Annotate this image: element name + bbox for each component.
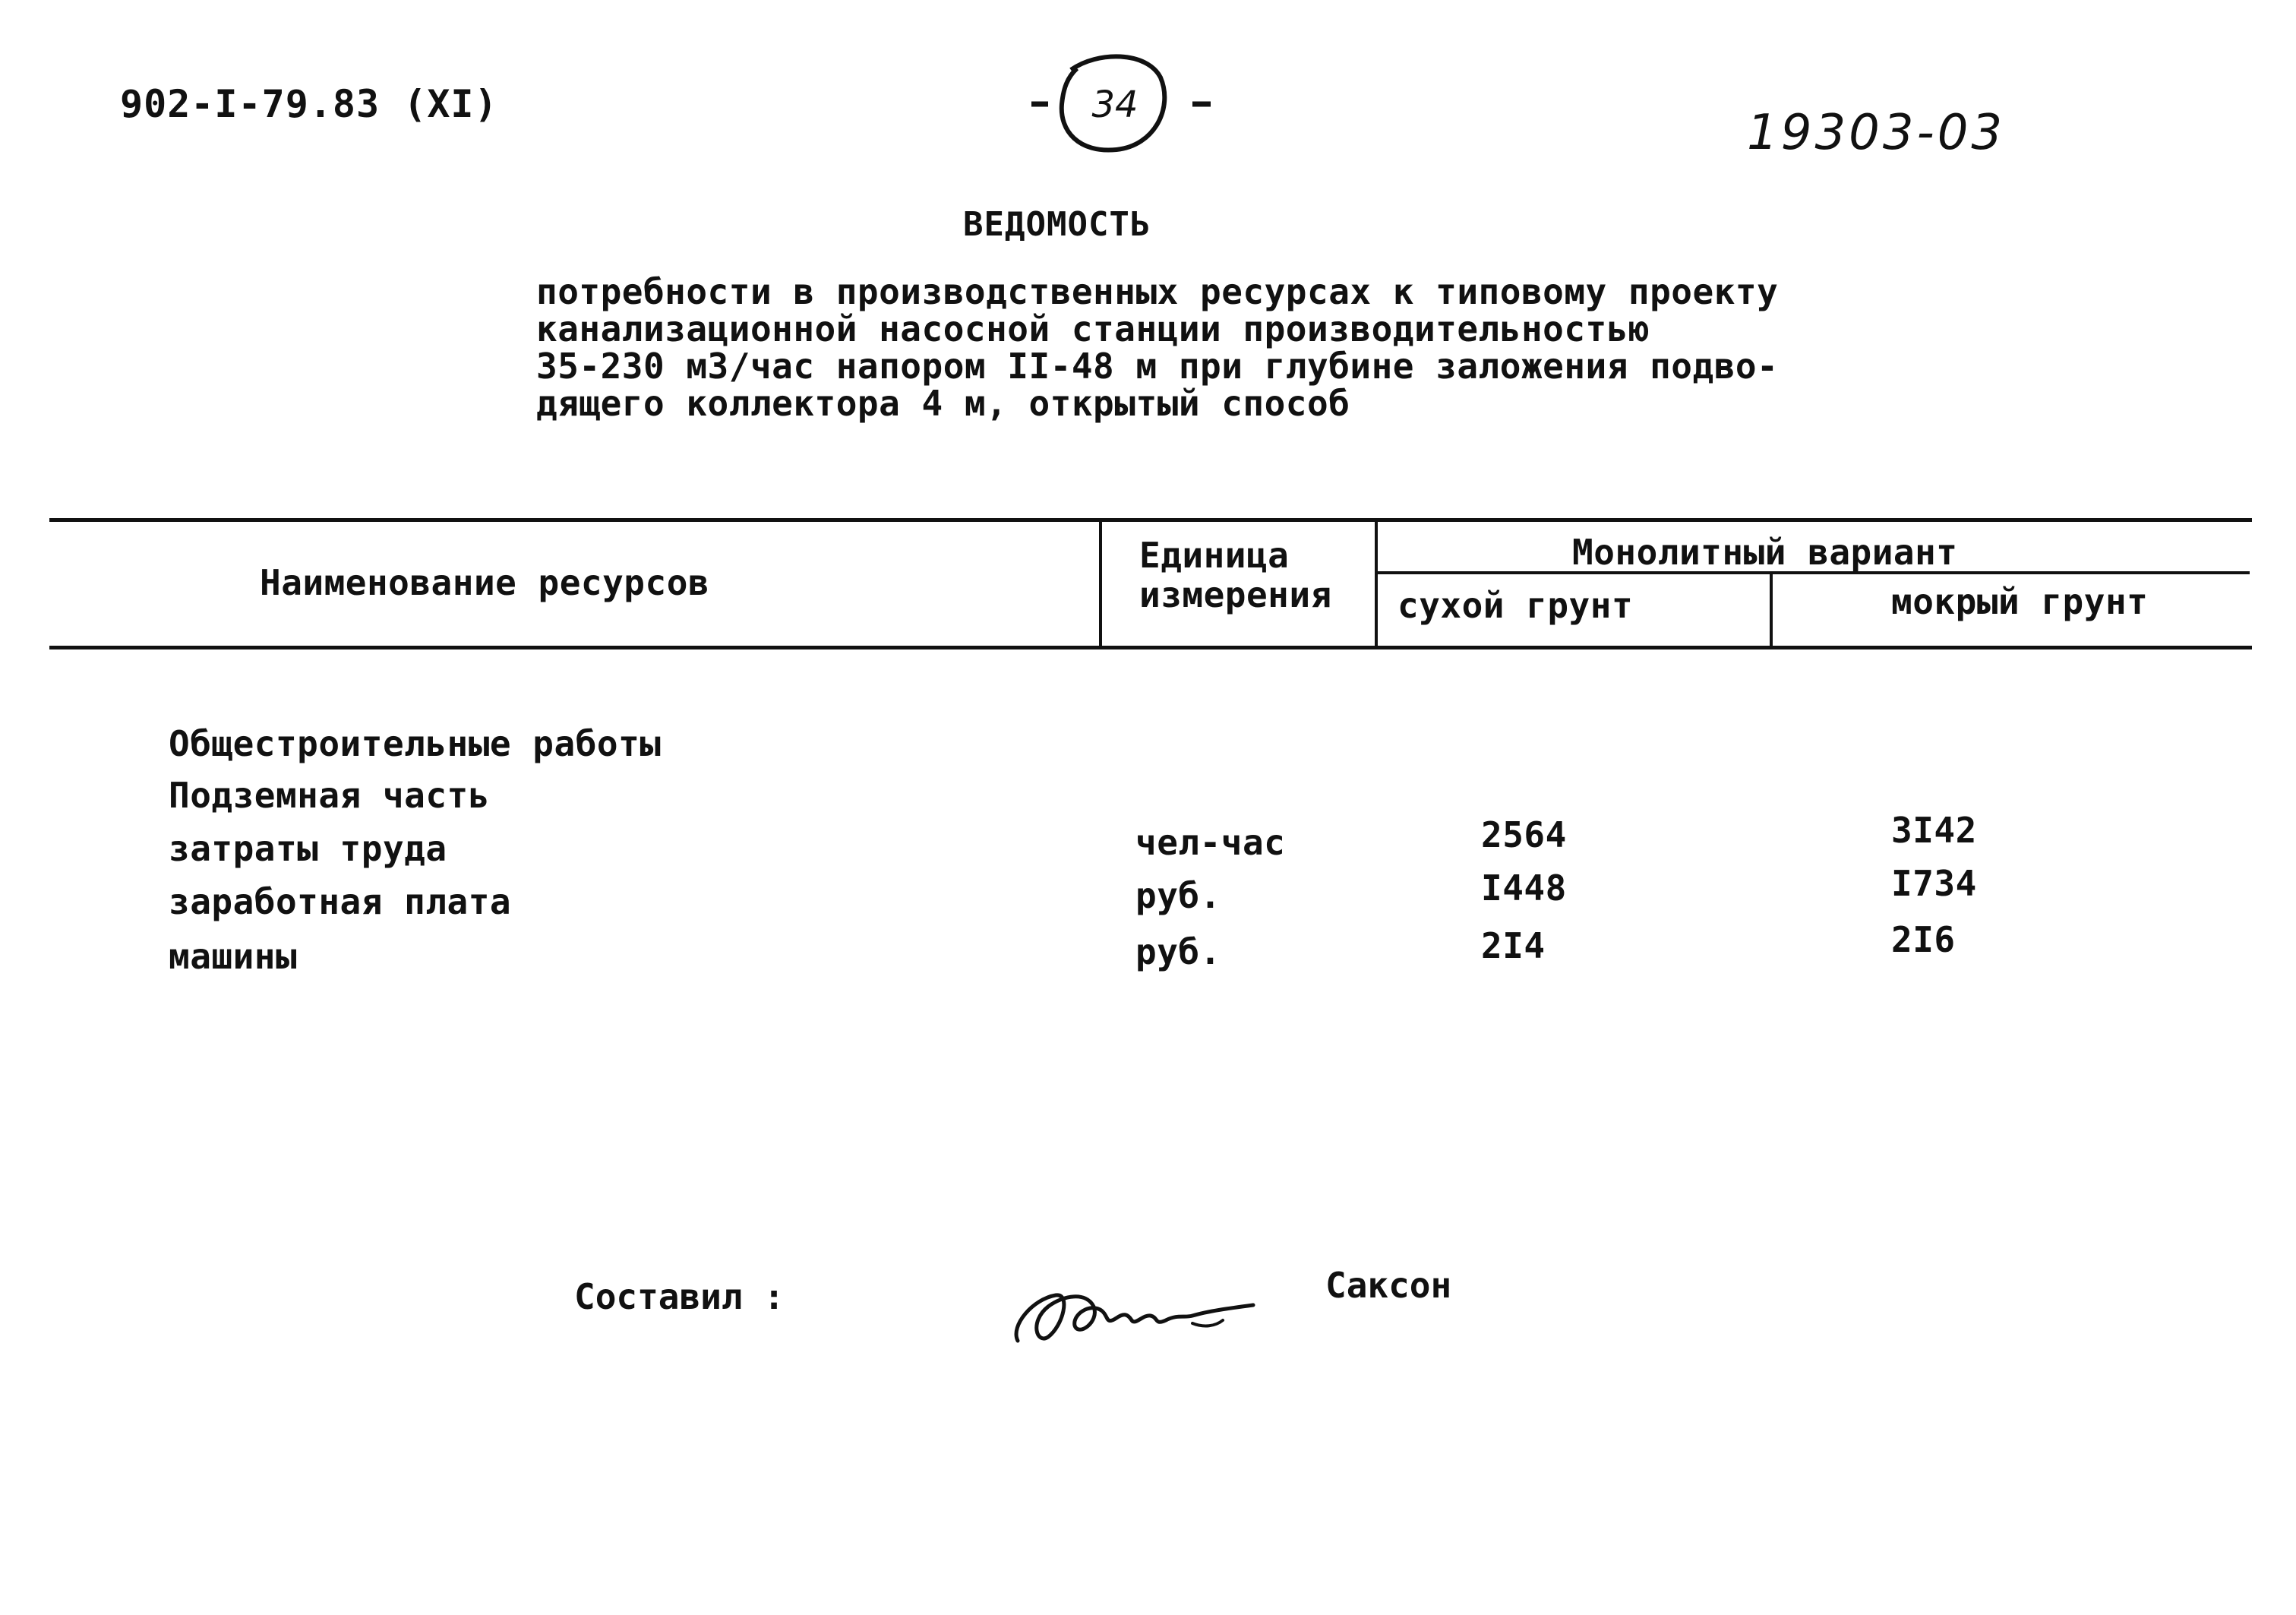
table-row-dry-value: I448 xyxy=(1481,868,1567,909)
signature-image xyxy=(1003,1253,1291,1360)
column-divider xyxy=(1770,573,1773,649)
page-number-circle xyxy=(1025,47,1215,161)
compiler-name: Саксон xyxy=(1325,1265,1452,1306)
table-row-unit: руб. xyxy=(1135,875,1221,916)
column-divider xyxy=(1099,518,1102,649)
subtitle-line: дящего коллектора 4 м, открытый способ xyxy=(536,383,1350,424)
subtitle-line: 35-230 м3/час напором II-48 м при глубине заложения подво- xyxy=(536,346,1779,387)
subtitle-line: потребности в производственных ресурсах к типовому проекту xyxy=(536,271,1779,312)
header-unit-line1: Единица xyxy=(1139,535,1290,576)
page-number-text: 34 xyxy=(1091,84,1139,126)
table-row-name: затраты труда xyxy=(169,828,447,869)
header-unit-line2: измерения xyxy=(1139,574,1332,615)
table-row-wet-value: 2I6 xyxy=(1891,919,1956,960)
header-dry-soil: сухой грунт xyxy=(1397,585,1634,626)
header-monolithic-variant: Монолитный вариант xyxy=(1572,532,1958,573)
table-row-name: Общестроительные работы xyxy=(169,723,662,764)
table-row-wet-value: I734 xyxy=(1891,863,1977,904)
header-unit xyxy=(1139,536,1332,615)
subtitle-line: канализационной насосной станции производительностью xyxy=(536,308,1650,349)
document-subtitle xyxy=(536,273,1778,422)
compiled-by-label: Составил : xyxy=(574,1276,785,1317)
table-top-rule xyxy=(49,518,2252,522)
header-wet-soil: мокрый грунт xyxy=(1891,581,2149,622)
table-row-name: машины xyxy=(169,936,298,977)
table-row-name: заработная плата xyxy=(169,881,512,922)
document-title: ВЕДОМОСТЬ xyxy=(963,205,1151,244)
table-header-bottom-rule xyxy=(49,646,2252,649)
table-row-unit: руб. xyxy=(1135,931,1221,972)
document-code: 902-I-79.83 (XI) xyxy=(120,82,498,126)
table-row-dry-value: 2I4 xyxy=(1481,925,1546,966)
table-row-wet-value: 3I42 xyxy=(1891,810,1977,851)
page-number xyxy=(1025,47,1215,161)
header-resource-name: Наименование ресурсов xyxy=(260,562,710,603)
table-row-unit: чел-час xyxy=(1135,822,1286,863)
table-row-name: Подземная часть xyxy=(169,775,490,816)
inventory-number: 19303-03 xyxy=(1747,105,2006,161)
table-row-dry-value: 2564 xyxy=(1481,814,1567,855)
column-divider xyxy=(1375,518,1378,649)
